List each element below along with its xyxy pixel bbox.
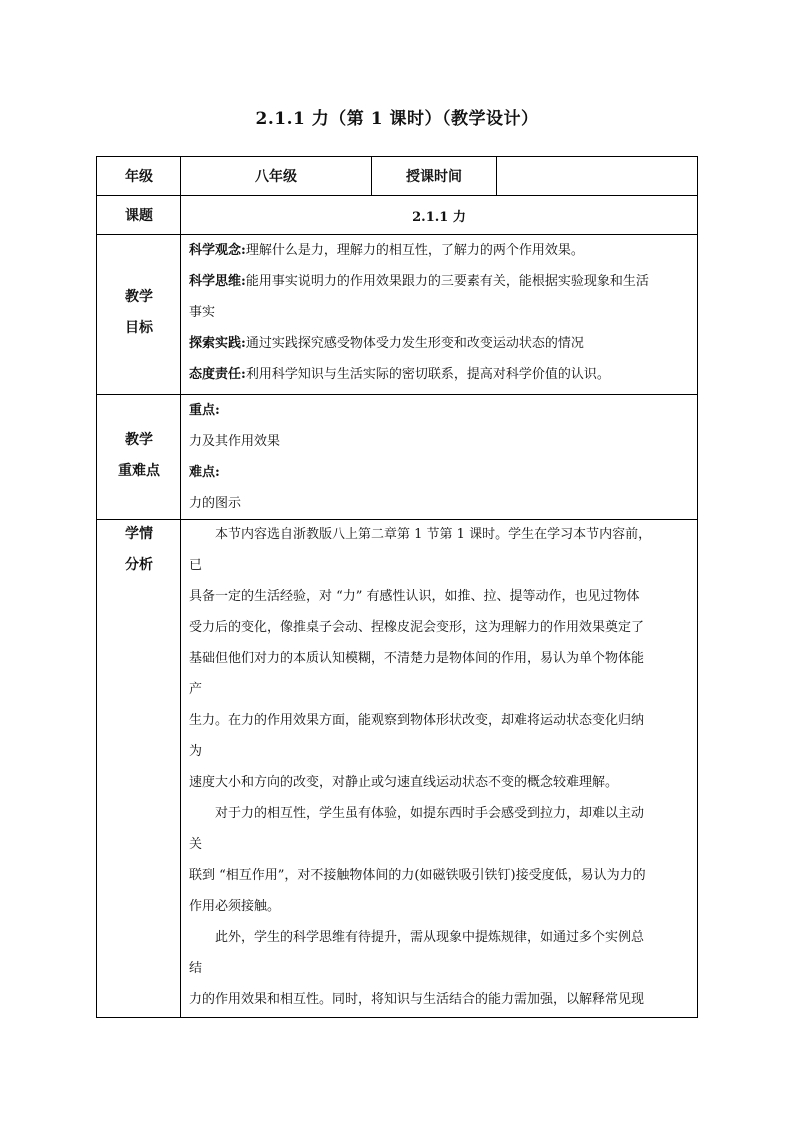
goal-item [189,328,694,359]
difficulty-label-text: 难点: [189,465,220,480]
analysis-line: 此外，学生的科学思维有待提升，需从现象中提炼规律，如通过多个实例总 [215,930,645,945]
analysis-line: 具备一定的生活经验，对 “力” 有感性认识，如推、拉、提等动作，也见过物体 [189,589,640,604]
analysis-content [189,519,694,1015]
difficulty-text: 力的图示 [189,496,242,511]
focus-label [189,395,694,426]
keypoints-label-line: 重难点 [118,463,160,479]
goals-label-line: 教学 [125,289,153,305]
document-title: 2.1.1 力（第 1 课时）（教学设计） [255,109,539,129]
goal-item [189,359,694,390]
analysis-line: 产 [189,682,203,697]
analysis-label-line: 分析 [125,557,153,573]
grade-value: 八年级 [255,169,297,185]
goal-key: 科学思维: [189,274,246,289]
analysis-line: 基础但他们对力的本质认知模糊，不清楚力是物体间的作用，易认为单个物体能 [189,651,645,666]
goals-label-line: 目标 [125,320,153,336]
analysis-line: 已 [189,558,203,573]
analysis-label [97,519,181,581]
goals-label [97,282,181,344]
analysis-line: 速度大小和方向的改变，对静止或匀速直线运动状态不变的概念较难理解。 [189,775,619,790]
keypoints-label [97,425,181,487]
grade-label: 年级 [125,169,153,185]
analysis-line: 力的作用效果和相互性。同时，将知识与生活结合的能力需加强，以解释常见现 [189,992,645,1007]
analysis-line: 生力。在力的作用效果方面，能观察到物体形状改变，却难将运动状态变化归纳 [189,713,645,728]
analysis-line: 结 [189,961,203,976]
goal-key: 科学观念: [189,243,246,258]
class-time-value [497,157,697,195]
keypoints-label-line: 教学 [125,432,153,448]
goals-content [189,235,694,390]
analysis-label-line: 学情 [125,526,153,542]
topic-value: 2.1.1 力 [412,209,466,225]
goal-text: 理解什么是力，理解力的相互性，了解力的两个作用效果。 [245,243,584,258]
analysis-line: 作用必须接触。 [189,899,281,914]
keypoints-content [189,395,694,519]
goal-item [189,266,694,297]
topic-label: 课题 [125,208,153,224]
goal-text: 事实 [189,305,216,320]
analysis-line: 联到 “相互作用”，对不接触物体间的力(如磁铁吸引铁钉)接受度低，易认为力的 [189,868,646,883]
goal-item [189,235,694,266]
analysis-line: 受力后的变化，像推桌子会动、捏橡皮泥会变形，这为理解力的作用效果奠定了 [189,620,645,635]
goal-text: 能用事实说明力的作用效果跟力的三要素有关，能根据实验现象和生活 [245,274,649,289]
analysis-line: 本节内容选自浙教版八上第二章第 1 节第 1 课时。学生在学习本节内容前， [215,527,652,542]
goal-text: 利用科学知识与生活实际的密切联系，提高对科学价值的认识。 [245,367,610,382]
focus-text: 力及其作用效果 [189,434,281,449]
goal-text: 通过实践探究感受物体受力发生形变和改变运动状态的情况 [245,336,584,351]
goal-key: 态度责任: [189,367,246,382]
analysis-line: 关 [189,837,203,852]
difficulty-label [189,457,694,488]
class-time-label: 授课时间 [406,169,462,185]
lesson-plan-table [96,156,698,1018]
goal-key: 探索实践: [189,336,246,351]
analysis-line: 为 [189,744,203,759]
focus-label-text: 重点: [189,403,220,418]
analysis-line: 对于力的相互性，学生虽有体验，如提东西时手会感受到拉力，却难以主动 [215,806,645,821]
goal-item [189,297,694,328]
